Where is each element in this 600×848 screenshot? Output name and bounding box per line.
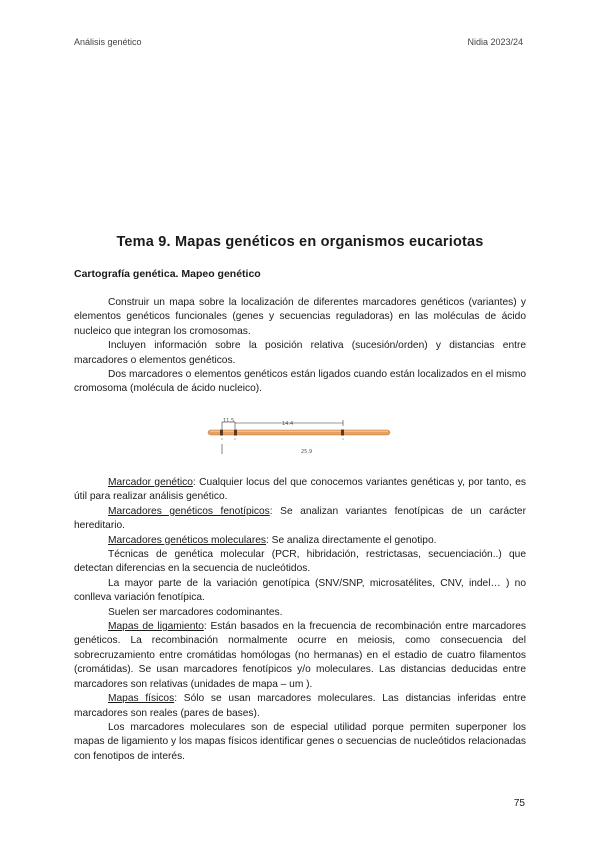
fisicos-paragraph <box>74 692 526 721</box>
page-title: Tema 9. Mapas genéticos en organismos eucariotas <box>116 234 484 250</box>
ligamiento-text: : Están basados en la frecuencia de recombinación entre marcadores genéticos. La recombinación normalmente ocurre en meiosis, como consecuencia del sobrecruzamiento entre cromátidas homólogas (no hermanas) en el estadio de cuatro filamentos (cromátidas). Se usan marcadores fenotípicos y/o moleculares. Las distancias deducidas entre marcadores son relativas (unidades de mapa – um ). <box>74 621 526 690</box>
page-number: 75 <box>513 798 525 809</box>
distance-label-3: 25.9 <box>301 449 313 455</box>
moleculares-term: Marcadores genéticos moleculares <box>108 534 266 546</box>
codominantes-paragraph: Suelen ser marcadores codominantes. <box>108 606 283 618</box>
locus-marker-2 <box>234 430 237 436</box>
fisicos-text: : Sólo se usan marcadores moleculares. Las distancias inferidas entre marcadores son reales (pares de bases). <box>74 693 526 719</box>
intro-paragraph-2: Incluyen información sobre la posición relativa (sucesión/orden) y distancias entre marcadores o elementos genéticos. <box>74 340 526 366</box>
intro-block <box>74 296 526 397</box>
definitions-block <box>74 476 526 764</box>
locus-marker-1 <box>220 430 223 436</box>
running-header-left: Análisis genético <box>74 37 142 47</box>
marcador-paragraph <box>74 476 526 505</box>
ligamiento-term: Mapas de ligamiento <box>108 621 204 633</box>
marcador-term: Marcador genético <box>108 477 193 488</box>
superponer-paragraph: Los marcadores moleculares son de especial utilidad porque permiten superponer los mapas de ligamiento y los mapas físicos identificar genes o secuencias de nucleótidos relacionadas con fenotipos de interés. <box>74 721 526 762</box>
tecnicas-paragraph: Técnicas de genética molecular (PCR, hibridación, restrictasas, secuenciación..) que detectan diferencias en la secuencia de nucleótidos. <box>74 549 526 575</box>
running-header-right: Nidia 2023/24 <box>467 37 523 47</box>
intro-paragraph-1: Construir un mapa sobre la localización de diferentes marcadores genéticos (variantes) y elementos genéticos funcionales (genes y secuencias reguladoras) en las moléculas de ácido nucleico que integran los cromosomas. <box>74 297 526 337</box>
fenotipicos-term: Marcadores genéticos fenotípicos <box>108 505 270 517</box>
variacion-paragraph: La mayor parte de la variación genotípica (SNV/SNP, microsatélites, CNV, indel… ) no conlleva variación fenotípica. <box>74 577 526 604</box>
distance-label-2: 14.4 <box>282 421 294 427</box>
fisicos-term: Mapas físicos <box>108 693 175 705</box>
distance-label-1: 11.5 <box>223 418 235 424</box>
section-heading: Cartografía genética. Mapeo genético <box>74 268 261 280</box>
moleculares-paragraph <box>74 534 526 548</box>
fenotipicos-paragraph <box>74 505 526 534</box>
locus-marker-3 <box>341 430 344 436</box>
ligamiento-paragraph <box>74 620 526 692</box>
chromosome-diagram <box>205 414 395 460</box>
intro-paragraph-3: Dos marcadores o elementos genéticos están ligados cuando están localizados en el mismo cromosoma (molécula de ácido nucleico). <box>74 369 526 395</box>
moleculares-text: : Se analiza directamente el genotipo. <box>265 534 437 546</box>
marcador-text: : Cualquier locus del que conocemos variantes genéticas y, por tanto, es útil para realizar análisis genético. <box>74 477 526 503</box>
fenotipicos-text: : Se analizan variantes fenotípicas de un carácter hereditario. <box>74 505 526 532</box>
